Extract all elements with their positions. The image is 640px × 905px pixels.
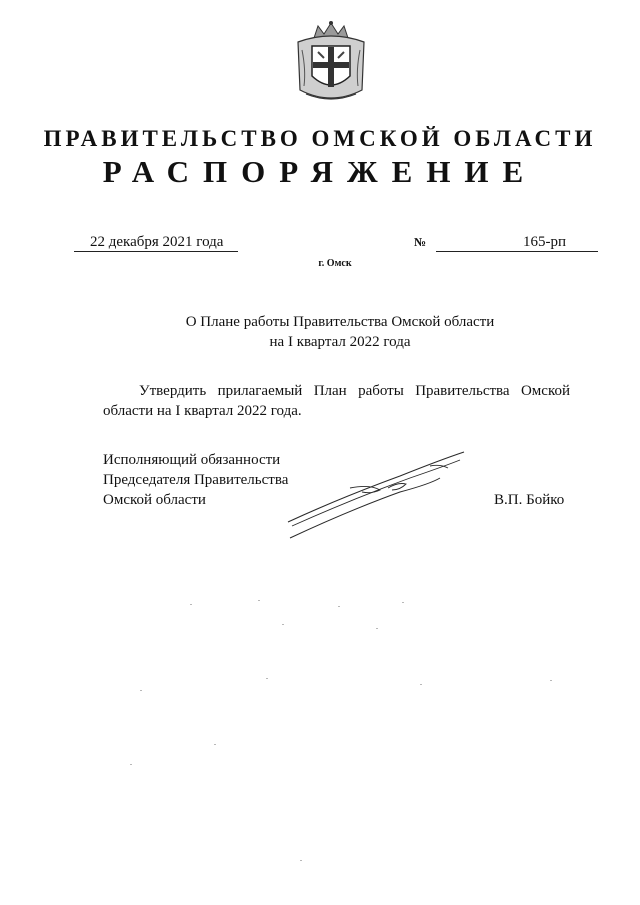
document-subject: [0, 312, 640, 352]
scan-artifact: [130, 764, 132, 765]
scan-artifact: [402, 602, 404, 603]
position-line-2: Председателя Правительства: [103, 472, 289, 488]
document-number: 165-рп: [436, 234, 598, 252]
city-label: г. Омск: [318, 258, 352, 269]
scan-artifact: [300, 860, 302, 861]
signatory-name: В.П. Бойко: [494, 492, 565, 508]
body-paragraph: Утвердить прилагаемый План работы Правительства Омской области на I квартал 2022 года.: [103, 383, 570, 419]
scan-artifact: [266, 678, 268, 679]
scan-artifact: [190, 604, 192, 605]
scan-artifact: [420, 684, 422, 685]
number-label: №: [414, 235, 427, 249]
subject-line-1: О Плане работы Правительства Омской области: [185, 314, 495, 330]
handwritten-signature-icon: [280, 448, 470, 543]
subject-line-2: на I квартал 2022 года: [269, 334, 411, 350]
document-date: 22 декабря 2021 года: [74, 234, 238, 252]
scan-artifact: [282, 624, 284, 625]
scan-artifact: [376, 628, 378, 629]
scan-artifact: [140, 690, 142, 691]
government-title: ПРАВИТЕЛЬСТВО ОМСКОЙ ОБЛАСТИ: [43, 126, 597, 151]
scan-artifact: [258, 600, 260, 601]
coat-of-arms-icon: [292, 20, 370, 106]
position-line-3: Омской области: [103, 492, 206, 508]
position-line-1: Исполняющий обязанности: [103, 452, 281, 468]
scan-artifact: [338, 606, 340, 607]
document-number-field: [414, 234, 598, 251]
document-type-title: РАСПОРЯЖЕНИЕ: [102, 154, 538, 189]
scan-artifact: [550, 680, 552, 681]
scan-artifact: [214, 744, 216, 745]
